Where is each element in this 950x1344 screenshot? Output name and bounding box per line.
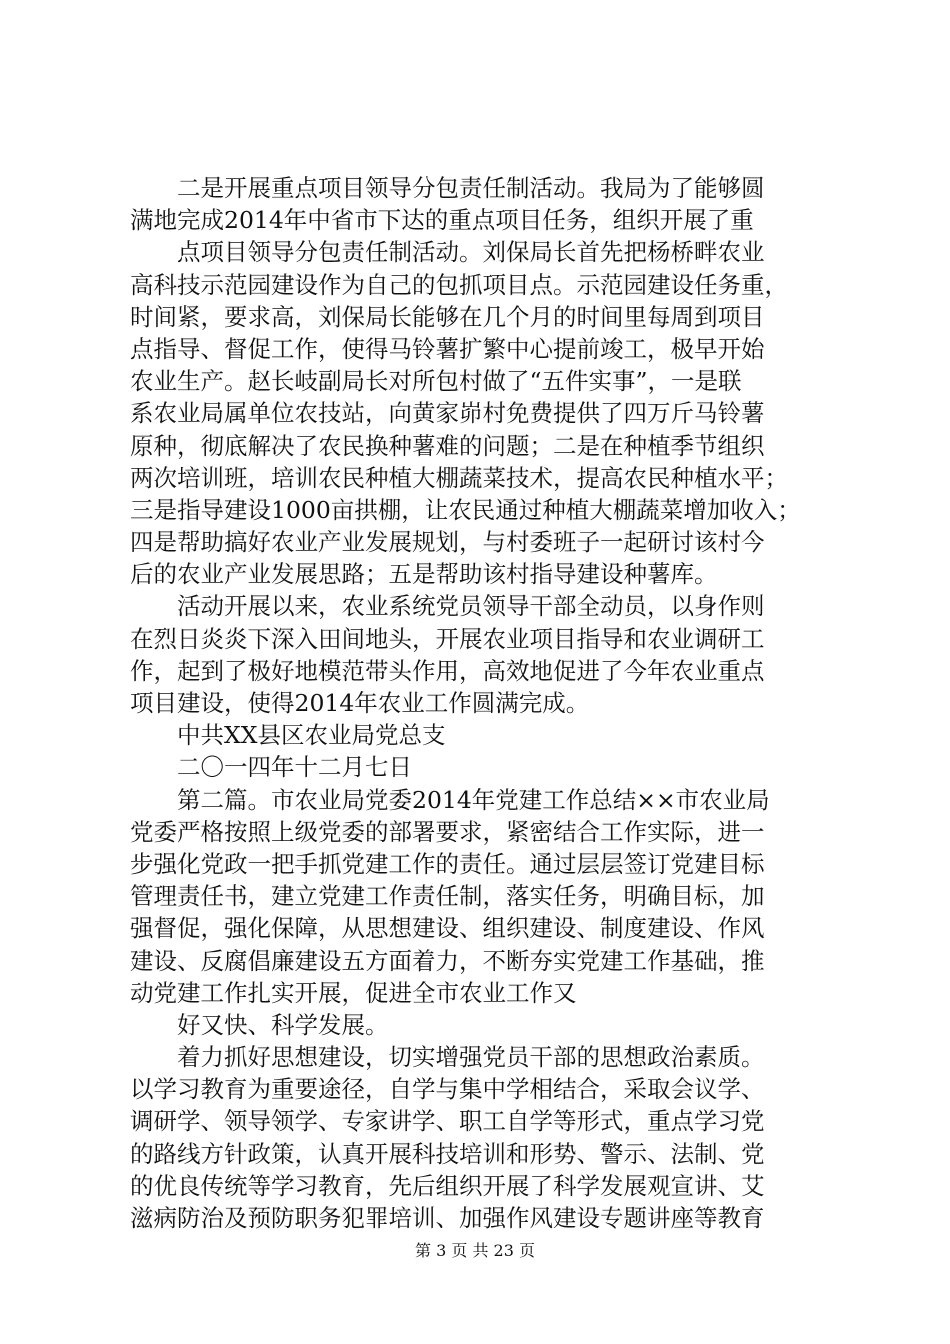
- text-line: 强督促，强化保障，从思想建设、组织建设、制度建设、作风: [130, 914, 765, 943]
- text-line: 时间紧，要求高，刘保局长能够在几个月的时间里每周到项目: [130, 302, 765, 331]
- text-line: 两次培训班，培训农民种植大棚蔬菜技术，提高农民种植水平；: [130, 463, 788, 492]
- text-line: 好又快、科学发展。: [177, 1010, 389, 1039]
- text-line: 第二篇。市农业局党委2014年党建工作总结××市农业局: [177, 785, 770, 814]
- text-line: 系农业局属单位农技站，向黄家峁村免费提供了四万斤马铃薯: [130, 399, 765, 428]
- text-line: 项目建设，使得2014年农业工作圆满完成。: [130, 689, 590, 717]
- page-footer: 第 3 页 共 23 页: [415, 1241, 535, 1260]
- text-line: 党委严格按照上级党委的部署要求，紧密结合工作实际，进一: [130, 817, 765, 846]
- text-line: 中共XX县区农业局党总支: [177, 721, 446, 750]
- text-line: 着力抓好思想建设，切实增强党员干部的思想政治素质。: [177, 1043, 765, 1072]
- text-line: 步强化党政一把手抓党建工作的责任。通过层层签订党建目标: [130, 849, 765, 878]
- text-line: 建设、反腐倡廉建设五方面着力，不断夯实党建工作基础，推: [130, 946, 765, 975]
- text-line: 四是帮助搞好农业产业发展规划，与村委班子一起研讨该村今: [130, 528, 765, 557]
- text-line: 活动开展以来，农业系统党员领导干部全动员，以身作则: [177, 592, 765, 621]
- text-line: 满地完成2014年中省市下达的重点项目任务，组织开展了重: [130, 206, 754, 235]
- text-line: 调研学、领导领学、专家讲学、职工自学等形式，重点学习党: [130, 1107, 765, 1136]
- text-line: 原种，彻底解决了农民换种薯难的问题；二是在种植季节组织: [130, 431, 765, 460]
- text-line: 的优良传统等学习教育，先后组织开展了科学发展观宣讲、艾: [130, 1171, 765, 1200]
- text-line: 点项目领导分包责任制活动。刘保局长首先把杨桥畔农业: [177, 238, 765, 267]
- text-line: 作，起到了极好地模范带头作用，高效地促进了今年农业重点: [130, 656, 765, 685]
- text-line: 点指导、督促工作，使得马铃薯扩繁中心提前竣工，极早开始: [130, 334, 765, 363]
- text-line: 的路线方针政策，认真开展科技培训和形势、警示、法制、党: [130, 1139, 765, 1168]
- text-line: 农业生产。赵长岐副局长对所包村做了“五件实事”，一是联: [130, 367, 742, 396]
- text-line: 二是开展重点项目领导分包责任制活动。我局为了能够圆: [177, 174, 765, 202]
- text-line: 管理责任书，建立党建工作责任制，落实任务，明确目标，加: [130, 882, 765, 911]
- text-line: 后的农业产业发展思路；五是帮助该村指导建设种薯库。: [130, 560, 718, 589]
- text-line: 以学习教育为重要途径，自学与集中学相结合，采取会议学、: [130, 1075, 765, 1104]
- text-line: 高科技示范园建设作为自己的包抓项目点。示范园建设任务重，: [130, 270, 788, 299]
- text-line: 三是指导建设1000亩拱棚，让农民通过种植大棚蔬菜增加收入；: [130, 495, 801, 524]
- text-line: 在烈日炎炎下深入田间地头，开展农业项目指导和农业调研工: [130, 624, 765, 653]
- text-line: 动党建工作扎实开展，促进全市农业工作又: [130, 978, 577, 1007]
- document-body: [130, 172, 830, 1234]
- text-line: 二〇一四年十二月七日: [177, 753, 412, 782]
- text-line: 滋病防治及预防职务犯罪培训、加强作风建设专题讲座等教育: [130, 1204, 765, 1232]
